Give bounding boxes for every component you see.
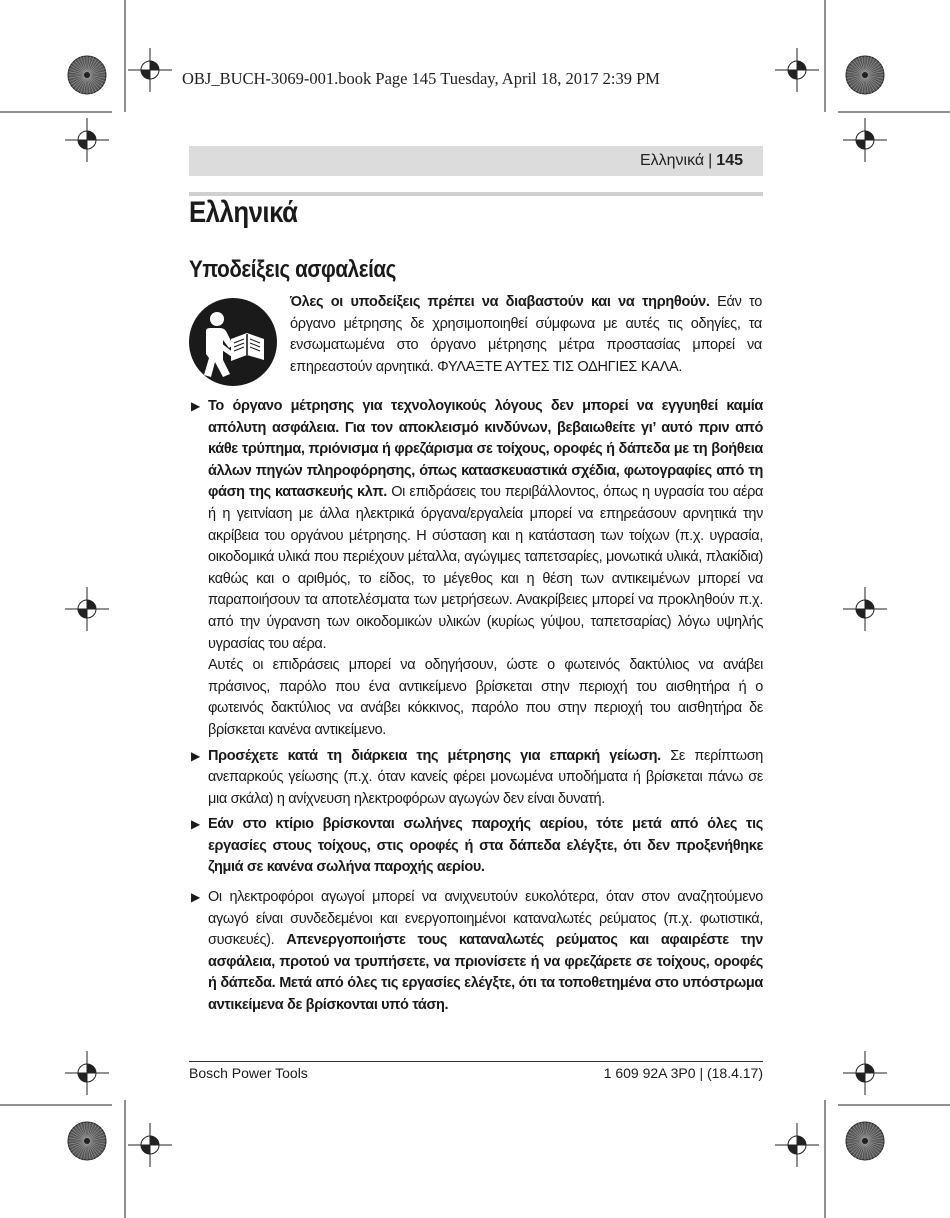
running-header [189,146,763,176]
safety-bullet-list [189,396,763,1021]
list-item [189,814,763,879]
bullet-bold: Το όργανο μέτρησης για τεχνολογικούς λόγους δεν μπορεί να εγγυηθεί καμία απόλυτη ασφάλεια. Για τον αποκλεισμό κινδύνων, βεβαιωθείτε γι’ αυτό πριν από κάθε τρύπημα, πριόνισμα ή φρεζάρισμα σε τοίχους, οροφές ή δάπεδα με τη βοήθεια άλλων πηγών πληροφόρησης, όπως κατασκευαστικά σχέδια, φωτογραφίες από τη φάση της κατασκευής κλπ. [208,398,763,501]
bullet-arrow-icon: ▶ [191,399,200,413]
intro-bold: Όλες οι υποδείξεις πρέπει να διαβαστούν και να τηρηθούν. [290,294,710,310]
list-item [189,396,763,742]
bullet-bold: Εάν στο κτίριο βρίσκονται σωλήνες παροχής αερίου, τότε μετά από όλες τις εργασίες στους τοίχους, στις οροφές ή στα δάπεδα ελέγξτε, ότι δεν προξενήθηκε ζημιά σε κανένα σωλήνα παροχής αερίου. [208,816,763,876]
footer-brand: Bosch Power Tools [189,1065,308,1081]
footer-rule [189,1061,763,1062]
bullet-text: Οι επιδράσεις του περιβάλλοντος, όπως η υγρασία του αέρα ή η γειτνίαση με άλλα ηλεκτρικά όργανα/εργαλεία μπορεί να επηρεάσουν αρνητικά την ακρίβεια του οργάνου μέτρησης. Η σύσταση και η κατάσταση των τοίχων (π.χ. υγρασία, οικοδομικά υλικά που περιέχουν μέταλλα, αγώγιμες ταπετσαρίες, μονωτικά υλικά, πλακίδια) καθώς και ο αριθμός, το είδος, το μέγεθος και η θέση των αντικειμένων μπορεί να παραποιήσουν τα αποτελέσματα των μετρήσεων. Ανακρίβειες μπορεί να προκληθούν π.χ. από την ύγρανση των οικοδομικών υλικών (κυρίως γύψου, ταπετσαρίας) λόγω υψηλής υγρασίας του αέρα. [208,484,764,652]
bullet-lead-text: Οι ηλεκτροφόροι αγωγοί μπορεί να ανιχνευτούν ευκολότερα, όταν στον αναζητούμενο αγωγό είναι συνδεδεμένοι και ενεργοποιημένοι καταναλωτές ρεύματος (π.χ. φωτιστικά, συσκευές). [208,889,763,949]
registration-star-center [862,72,868,78]
bullet-text: Σε περίπτωση ανεπαρκούς γείωσης (π.χ. όταν κανείς φέρει μονωμένα υποδήματα ή βρίσκεται πάνω σε μια σκάλα) η ανίχνευση ηλεκτροφόρων αγωγών δεν είναι δυνατή. [208,747,764,807]
header-separator: | [708,152,713,169]
bullet-arrow-icon: ▶ [191,748,200,763]
registration-star-center [862,1138,868,1144]
footer-doc-code: 1 609 92A 3P0 | (18.4.17) [603,1065,763,1081]
bullet-text-continuation: Αυτές οι επιδράσεις μπορεί να οδηγήσουν, ώστε ο φωτεινός δακτύλιος να ανάβει πράσινος, παρόλο που ένα αντικείμενο βρίσκεται στην περιοχή του αισθητήρα ή ο φωτεινός δακτύλιος να ανάβει κόκκινος, παρόλο που στην περιοχή του αισθητήρα δε βρίσκεται κανένα αντικείμενο. [208,657,763,738]
list-item [189,746,763,811]
list-item [189,887,763,1017]
bullet-bold: Προσέχετε κατά τη διάρκεια της μέτρησης για επαρκή γείωση. [208,747,661,764]
read-manual-icon [189,298,277,386]
registration-star-center [84,72,90,78]
bullet-arrow-icon: ▶ [191,890,200,905]
bullet-bold: Απενεργοποιήστε τους καταναλωτές ρεύματος και αφαιρέστε την ασφάλεια, προτού να τρυπήσετε, να πριονίσετε ή να φρεζάρετε σε τοίχους, οροφές ή δάπεδα. Μετά από όλες τις εργασίες ελέγξτε, ότι τα τοποθετημένα στο υπόστρωμα αντικείμενα δε βρίσκονται υπό τάση. [208,932,763,1014]
intro-text: Εάν το όργανο μέτρησης δε χρησιμοποιηθεί σύμφωνα με αυτές τις οδηγίες, τα ενσωματωμένα στο όργανο μέτρησης μέτρα προστασίας μπορεί να επηρεαστούν αρνητικά. ΦΥΛΑΞΤΕ ΑΥΤΕΣ ΤΙΣ ΟΔΗΓΙΕΣ ΚΑΛΑ. [290,294,762,375]
header-language: Ελληνικά [639,152,705,169]
print-imprint-line: OBJ_BUCH-3069-001.book Page 145 Tuesday, April 18, 2017 2:39 PM [182,69,660,88]
section-title: Υποδείξεις ασφαλείας [189,256,396,283]
header-page-number: 145 [716,152,743,169]
bullet-arrow-icon: ▶ [191,817,200,832]
registration-star-center [84,1138,90,1144]
intro-paragraph [290,292,762,378]
page-title: Ελληνικά [189,196,298,229]
